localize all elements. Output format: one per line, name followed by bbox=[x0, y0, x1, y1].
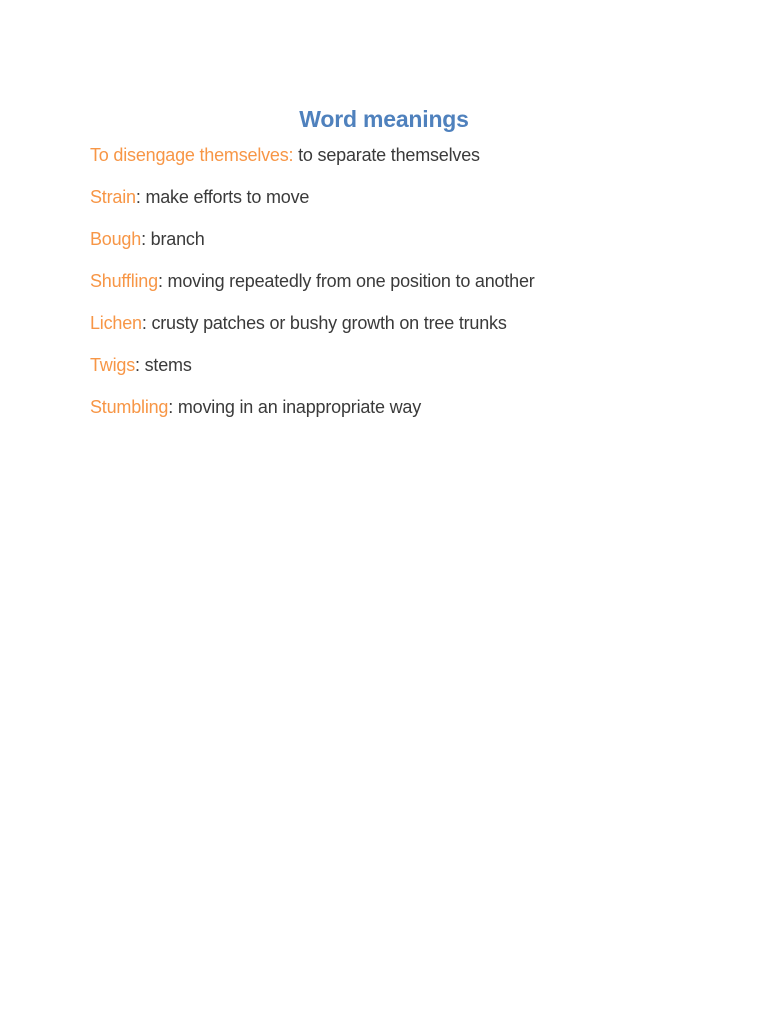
list-item bbox=[90, 310, 730, 352]
entry-separator: : bbox=[135, 355, 140, 375]
entry-definition: make efforts to move bbox=[140, 187, 310, 207]
entry-term: Bough bbox=[90, 229, 142, 249]
entry-definition: moving in an inappropriate way bbox=[173, 397, 422, 417]
entry-separator: : bbox=[141, 313, 147, 333]
entry-term: Strain bbox=[90, 187, 136, 207]
entry-definition: stems bbox=[139, 355, 192, 375]
word-meanings-list bbox=[90, 142, 730, 436]
entry-definition: to separate themselves bbox=[293, 145, 480, 165]
entry-term: Lichen bbox=[90, 313, 142, 333]
entry-term: Stumbling bbox=[90, 397, 169, 417]
list-item bbox=[90, 142, 730, 184]
entry-separator: : bbox=[168, 397, 174, 417]
entry-separator: : bbox=[135, 187, 141, 207]
entry-term: To disengage themselves: bbox=[90, 145, 294, 165]
list-item bbox=[90, 352, 730, 394]
entry-separator: : bbox=[157, 271, 163, 291]
list-item bbox=[90, 394, 730, 436]
entry-term: Twigs bbox=[90, 355, 136, 375]
list-item bbox=[90, 268, 730, 310]
page-title: Word meanings bbox=[299, 106, 469, 132]
entry-definition: crusty patches or bushy growth on tree trunks bbox=[146, 313, 507, 333]
entry-separator: : bbox=[141, 229, 146, 249]
list-item bbox=[90, 184, 730, 226]
list-item bbox=[90, 226, 730, 268]
entry-definition: branch bbox=[145, 229, 205, 249]
entry-term: Shuffling bbox=[90, 271, 158, 291]
entry-definition: moving repeatedly from one position to another bbox=[162, 271, 535, 291]
